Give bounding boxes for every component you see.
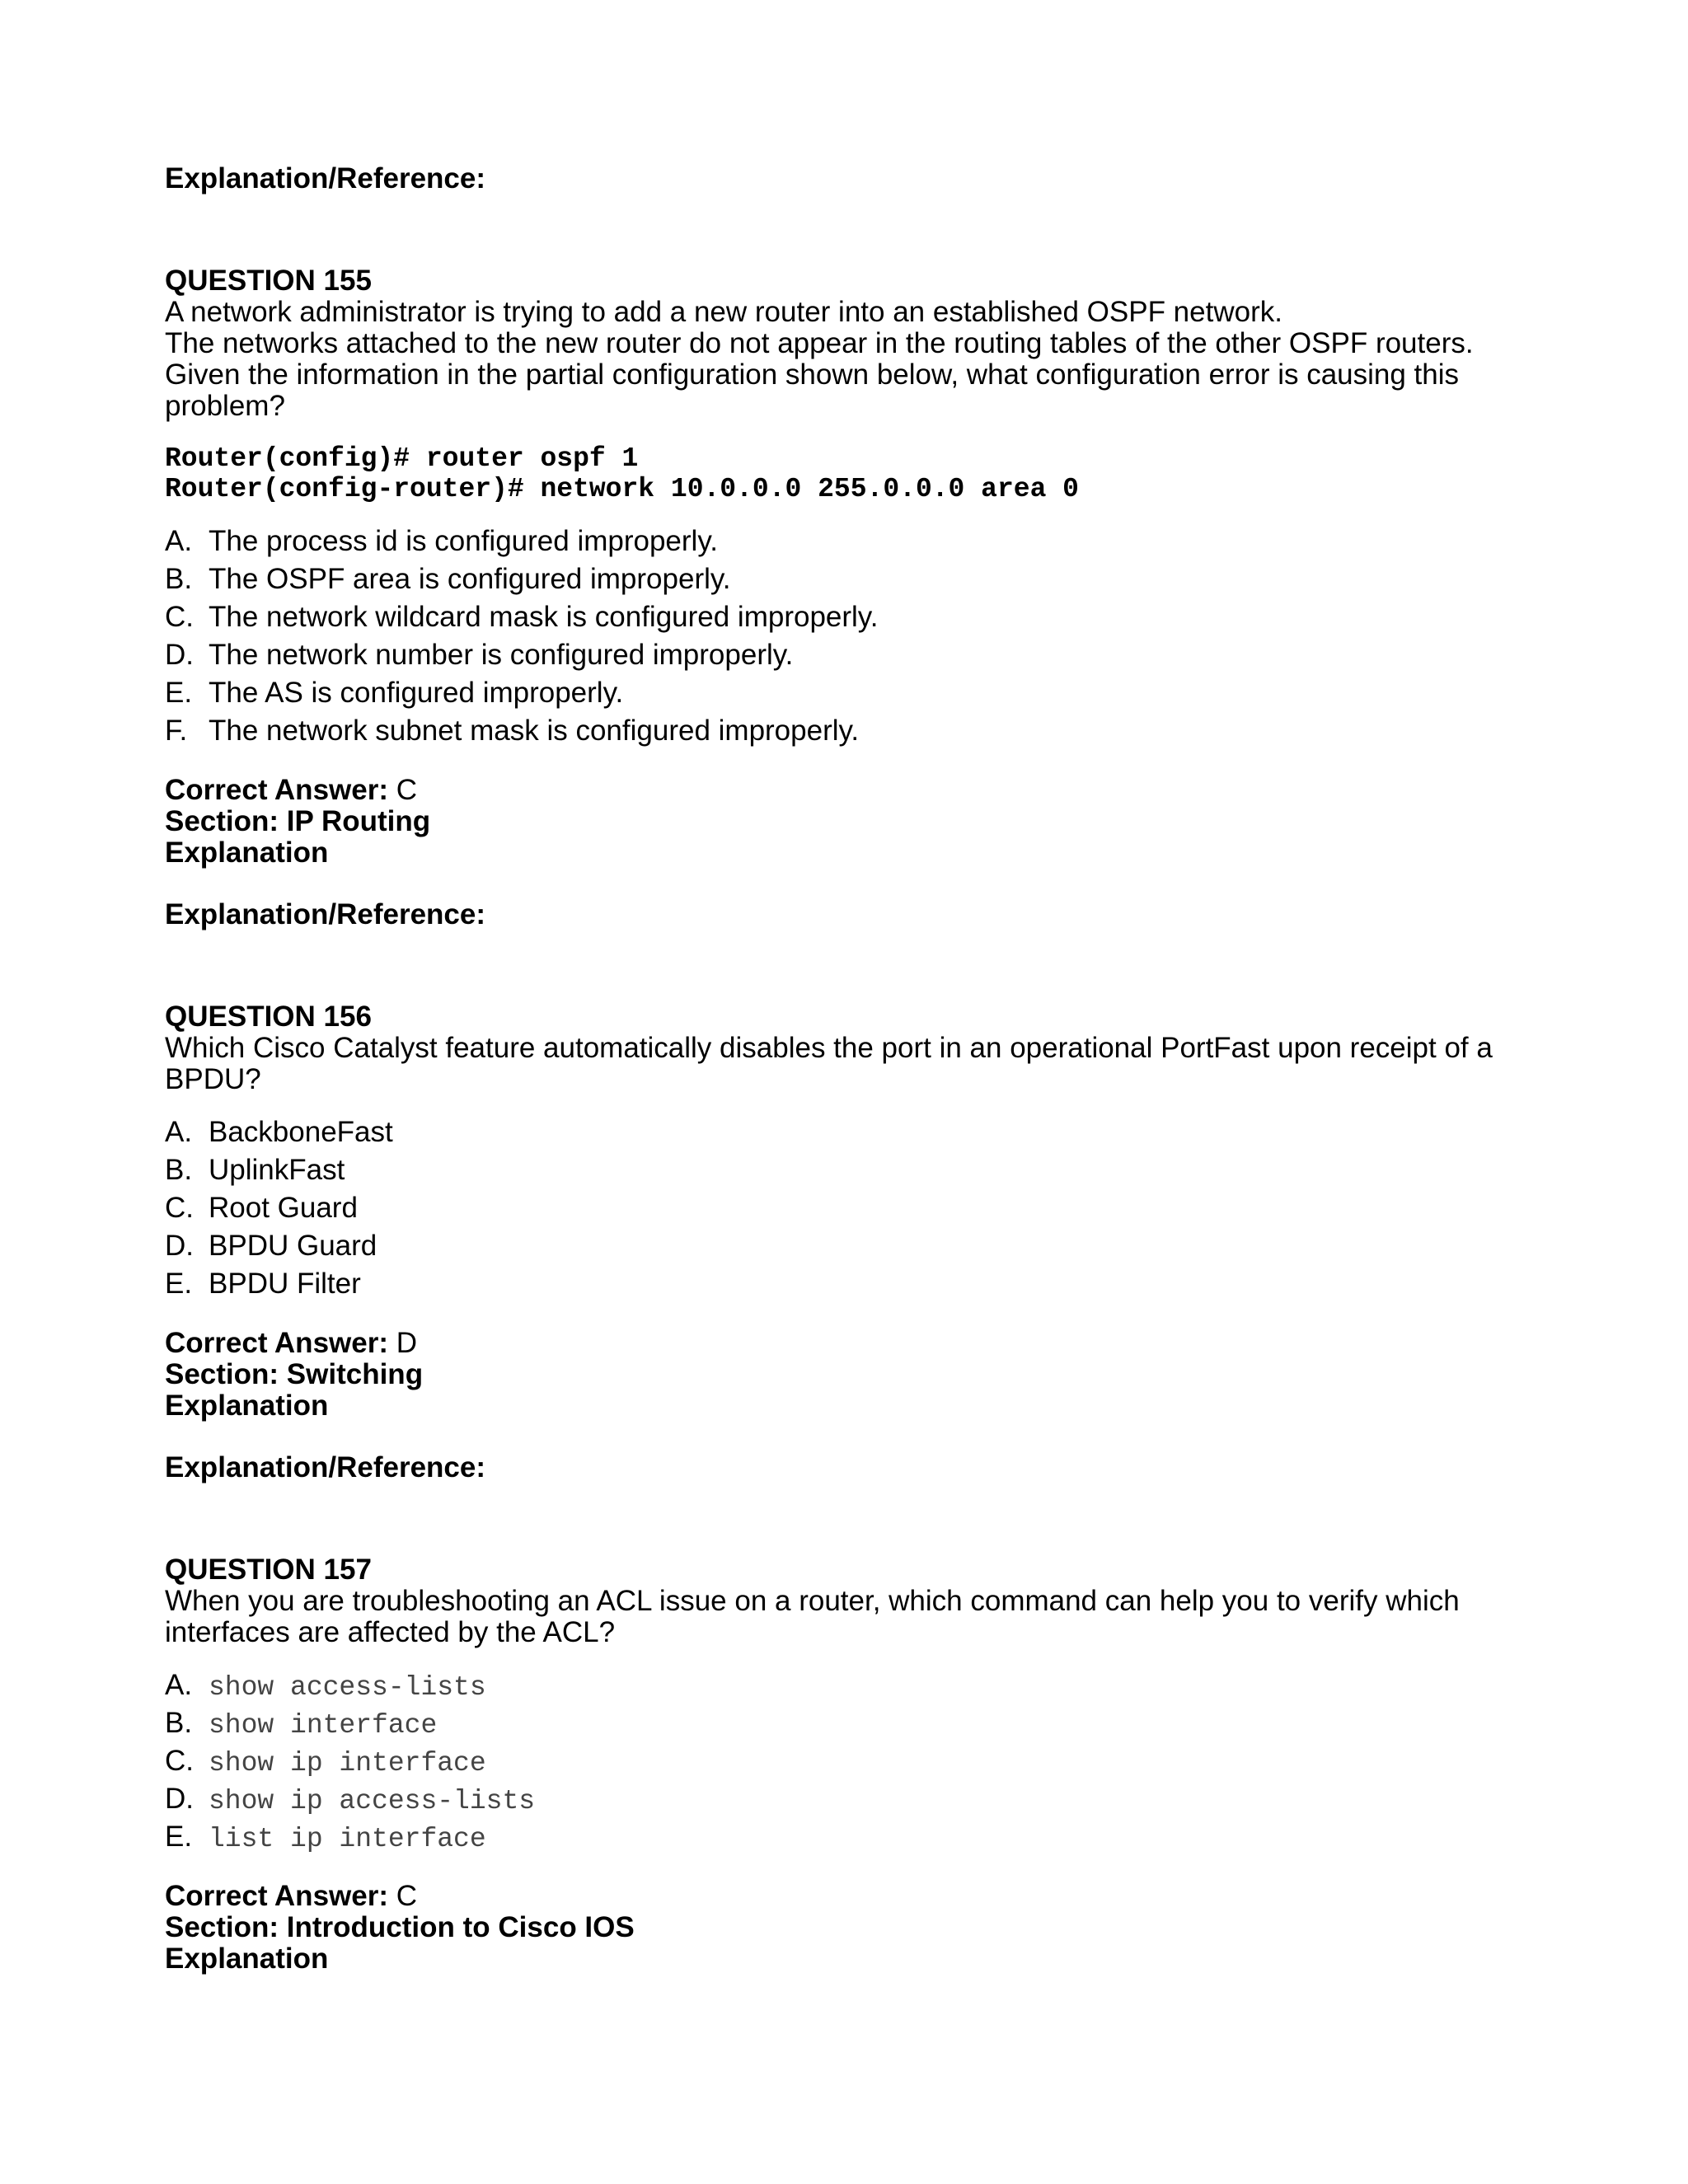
option-letter: A.	[165, 1116, 193, 1148]
option-b	[165, 1155, 1533, 1193]
option-letter: C.	[165, 1745, 194, 1777]
option-d	[165, 640, 1533, 677]
option-text: BPDU Guard	[209, 1230, 377, 1262]
correct-answer-label: Correct Answer:	[165, 1327, 388, 1359]
option-letter: D.	[165, 639, 194, 671]
option-command: show interface	[209, 1710, 438, 1741]
explanation-label: Explanation	[165, 1390, 329, 1422]
section-label: Section: IP Routing	[165, 805, 431, 837]
option-letter: E.	[165, 1821, 193, 1853]
option-text: The process id is configured improperly.	[209, 525, 718, 557]
option-c	[165, 1746, 1533, 1783]
option-letter: B.	[165, 563, 193, 595]
option-b	[165, 564, 1533, 602]
option-letter: C.	[165, 1192, 194, 1224]
explanation-reference-heading: Explanation/Reference:	[165, 898, 485, 930]
option-command: list ip interface	[209, 1824, 486, 1854]
answer-block	[165, 1328, 1533, 1422]
option-e	[165, 677, 1533, 715]
correct-answer	[165, 1328, 1533, 1359]
option-letter: A.	[165, 525, 193, 557]
option-letter: B.	[165, 1707, 193, 1739]
option-text: Root Guard	[209, 1192, 358, 1224]
question-155	[165, 265, 1533, 930]
correct-answer	[165, 1881, 1533, 1912]
question-title: QUESTION 157	[165, 1554, 372, 1586]
option-text: The OSPF area is configured improperly.	[209, 563, 731, 595]
question-text-line: When you are troubleshooting an ACL issue on a router, which command can help you to verify which	[165, 1585, 1460, 1617]
answer-options	[165, 1670, 1533, 1859]
option-text: The network subnet mask is configured improperly.	[209, 715, 860, 747]
question-title: QUESTION 156	[165, 1001, 372, 1033]
option-f	[165, 715, 1533, 753]
config-code-line: Router(config-router)# network 10.0.0.0 255.0.0.0 area 0	[165, 474, 1079, 504]
option-c	[165, 602, 1533, 640]
answer-block	[165, 1881, 1533, 1975]
correct-answer-value: D	[396, 1327, 418, 1359]
option-c	[165, 1193, 1533, 1230]
correct-answer-label: Correct Answer:	[165, 774, 388, 806]
question-text-line: Given the information in the partial configuration shown below, what configuration error is causing this problem?	[165, 359, 1460, 422]
option-a	[165, 1670, 1533, 1708]
option-letter: C.	[165, 601, 194, 633]
section-label: Section: Introduction to Cisco IOS	[165, 1911, 635, 1943]
option-d	[165, 1783, 1533, 1821]
answer-block	[165, 775, 1533, 869]
document-page	[165, 163, 1533, 1975]
option-text: BPDU Filter	[209, 1268, 361, 1300]
answer-options	[165, 1117, 1533, 1306]
correct-answer	[165, 775, 1533, 806]
option-command: show access-lists	[209, 1672, 486, 1703]
correct-answer-value: C	[396, 1880, 418, 1912]
option-text: The AS is configured improperly.	[209, 677, 624, 709]
correct-answer-value: C	[396, 774, 418, 806]
question-157	[165, 1554, 1533, 1975]
answer-options	[165, 526, 1533, 753]
question-text-line: The networks attached to the new router do not appear in the routing tables of the other OSPF routers.	[165, 327, 1474, 359]
explanation-label: Explanation	[165, 1943, 329, 1975]
question-text-line: Which Cisco Catalyst feature automatically disables the port in an operational PortFast upon receipt of a	[165, 1032, 1493, 1064]
option-e	[165, 1821, 1533, 1859]
question-title: QUESTION 155	[165, 265, 372, 297]
option-text: The network number is configured improperly.	[209, 639, 794, 671]
option-e	[165, 1268, 1533, 1306]
option-command: show ip access-lists	[209, 1786, 536, 1816]
option-text: UplinkFast	[209, 1154, 345, 1186]
option-command: show ip interface	[209, 1748, 486, 1779]
explanation-label: Explanation	[165, 837, 329, 869]
option-letter: E.	[165, 677, 193, 709]
config-code-line: Router(config)# router ospf 1	[165, 443, 639, 474]
option-letter: F.	[165, 715, 188, 747]
option-text: The network wildcard mask is configured improperly.	[209, 601, 879, 633]
option-d	[165, 1230, 1533, 1268]
explanation-reference-heading: Explanation/Reference:	[165, 1451, 485, 1483]
option-a	[165, 1117, 1533, 1155]
option-a	[165, 526, 1533, 564]
option-letter: D.	[165, 1230, 194, 1262]
option-letter: E.	[165, 1268, 193, 1300]
option-letter: B.	[165, 1154, 193, 1186]
question-text-line: interfaces are affected by the ACL?	[165, 1616, 616, 1648]
option-letter: D.	[165, 1783, 194, 1815]
option-text: BackboneFast	[209, 1116, 393, 1148]
option-b	[165, 1708, 1533, 1746]
question-text-line: BPDU?	[165, 1063, 261, 1095]
section-label: Section: Switching	[165, 1358, 424, 1390]
explanation-reference-heading: Explanation/Reference:	[165, 162, 485, 194]
correct-answer-label: Correct Answer:	[165, 1880, 388, 1912]
question-text-line: A network administrator is trying to add a new router into an established OSPF network.	[165, 296, 1282, 328]
option-letter: A.	[165, 1669, 193, 1701]
question-156	[165, 1001, 1533, 1483]
